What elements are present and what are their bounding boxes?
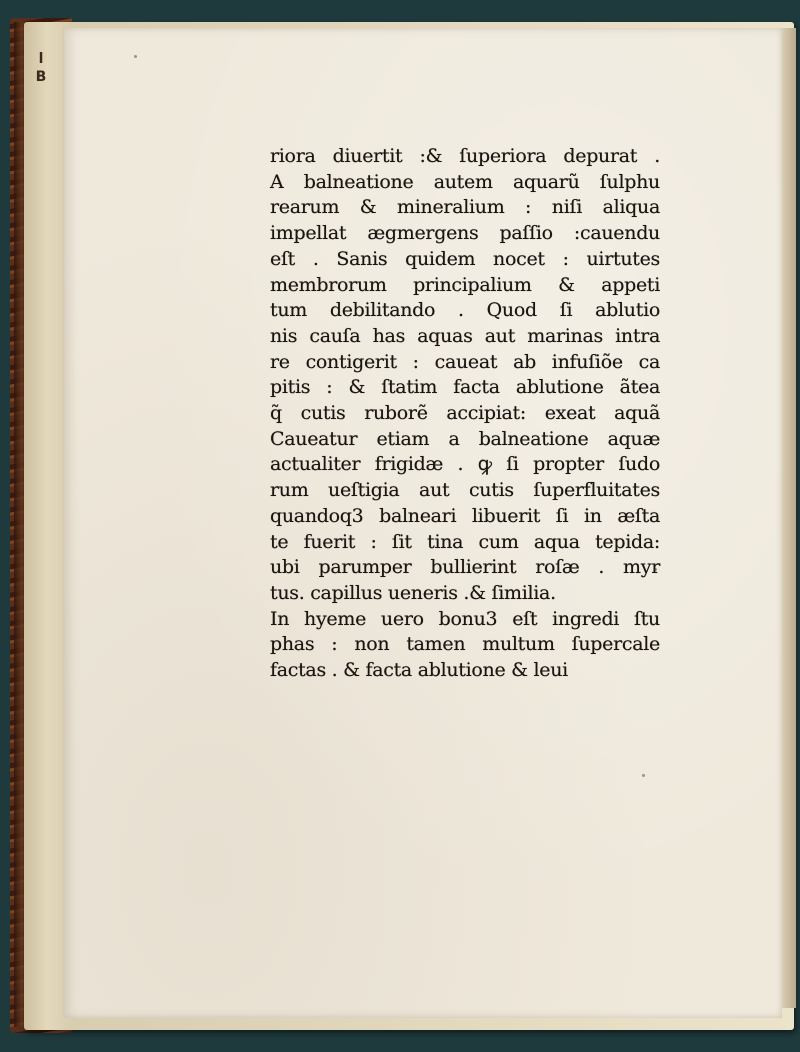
body-text bbox=[270, 144, 660, 684]
text-line: membrorum principalium & appeti bbox=[270, 273, 660, 296]
paper-speck bbox=[642, 774, 645, 777]
page-edge-right bbox=[782, 28, 796, 1008]
text-line: re contigerit : caueat ab infuſiõe ca bbox=[270, 350, 660, 373]
text-line: nis cauſa has aquas aut marinas intra bbox=[270, 324, 660, 347]
text-line: impellat ægmergens paſſio :cauendu bbox=[270, 222, 660, 245]
text-line: tum debilitando . Quod ſi ablutio bbox=[270, 299, 660, 322]
text-line: tus. capillus ueneris .& ſimilia. bbox=[270, 581, 556, 604]
text-line: rearum & mineralium : niſi aliqua bbox=[270, 196, 660, 219]
margin-marker bbox=[32, 50, 50, 96]
text-line: te fuerit : ſit tina cum aqua tepida: bbox=[270, 530, 660, 553]
text-line: pitis : & ſtatim facta ablutione ãtea bbox=[270, 376, 660, 399]
paper-speck bbox=[134, 55, 137, 58]
text-line: In hyeme uero bonu3 eſt ingredi ſtu bbox=[270, 607, 660, 630]
text-line: actualiter frigidæ . ꝙ ſi propter ſudo bbox=[270, 453, 660, 476]
text-line: eſt . Sanis quidem nocet : uirtutes bbox=[270, 247, 660, 270]
margin-marker-letter: B bbox=[35, 69, 47, 85]
text-line: factas . & facta ablutione & leui bbox=[270, 659, 568, 682]
text-line: phas : non tamen multum ſupercale bbox=[270, 633, 660, 656]
text-line: riora diuertit :& ſuperiora depurat . bbox=[270, 145, 660, 167]
text-line: rum ueſtigia aut cutis ſuperfluitates bbox=[270, 479, 660, 502]
text-line: Caueatur etiam a balneatione aquæ bbox=[270, 427, 660, 450]
text-line: q̃ cutis ruborẽ accipiat: exeat aquã bbox=[270, 402, 660, 425]
text-line: quandoq3 balneari libuerit ſi in æſta bbox=[270, 504, 660, 527]
text-line: ubi parumper bullierint roſæ . myr bbox=[270, 556, 660, 579]
margin-marker-line: l bbox=[38, 51, 44, 67]
text-line: A balneatione autem aquarũ ſulphu bbox=[270, 170, 660, 193]
